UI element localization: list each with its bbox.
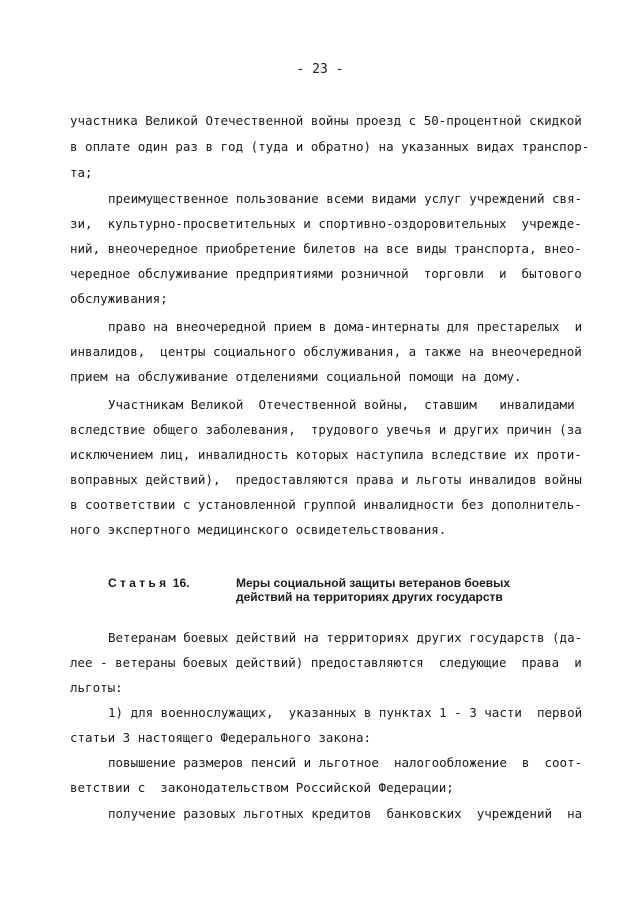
text-line: получение разовых льготных кредитов банковских учреждений на <box>108 806 583 821</box>
article-title-line1: Меры социальной защиты ветеранов боевых <box>236 576 511 590</box>
text-line: воправных действий), предоставляются права и льготы инвалидов войны <box>70 472 582 487</box>
text-line: 1) для военнослужащих, указанных в пунктах 1 - 3 части первой <box>108 705 583 720</box>
text-line: ветствии с законодательством Российской Федерации; <box>70 780 454 795</box>
text-line: льготы: <box>70 680 123 695</box>
page-number: - 23 - <box>296 62 344 77</box>
text-line: в оплате один раз в год (туда и обратно) на указанных видах транспор- <box>70 139 590 154</box>
text-line: статьи 3 настоящего Федерального закона: <box>70 730 372 745</box>
text-line: повышение размеров пенсий и льготное налогообложение в соот- <box>108 755 583 770</box>
text-line: лее - ветераны боевых действий) предоставляются следующие права и <box>70 655 582 670</box>
text-line: прием на обслуживание отделениями социальной помощи на дому. <box>70 369 522 384</box>
text-line: право на внеочередной прием в дома-интернаты для престарелых и <box>108 319 583 334</box>
text-line: инвалидов, центры социального обслуживания, а также на внеочередной <box>70 344 582 359</box>
text-line: вследствие общего заболевания, трудового увечья и других причин (за <box>70 422 582 437</box>
text-line: в соответствии с установленной группой инвалидности без дополнитель- <box>70 497 582 512</box>
article-title-line2: действий на территориях других государств <box>236 590 503 604</box>
article-label: С т а т ь я 16. <box>108 576 190 590</box>
text-line: Участникам Великой Отечественной войны, ставшим инвалидами <box>108 397 575 412</box>
text-line: зи, культурно-просветительных и спортивно-оздоровительных учрежде- <box>70 216 582 231</box>
text-line: участника Великой Отечественной войны проезд с 50-процентной скидкой <box>70 113 582 128</box>
text-line: преимущественное пользование всеми видами услуг учреждений свя- <box>108 191 583 206</box>
text-line: исключением лиц, инвалидность которых наступила вследствие их проти- <box>70 447 582 462</box>
text-line: ного экспертного медицинского освидетельствования. <box>70 522 447 537</box>
text-line: чередное обслуживание предприятиями розничной торговли и бытового <box>70 266 582 281</box>
text-line: Ветеранам боевых действий на территориях других государств (да- <box>108 630 583 645</box>
text-line: обслуживания; <box>70 291 168 306</box>
text-line: та; <box>70 165 93 180</box>
text-line: ний, внеочередное приобретение билетов на все виды транспорта, внео- <box>70 241 582 256</box>
